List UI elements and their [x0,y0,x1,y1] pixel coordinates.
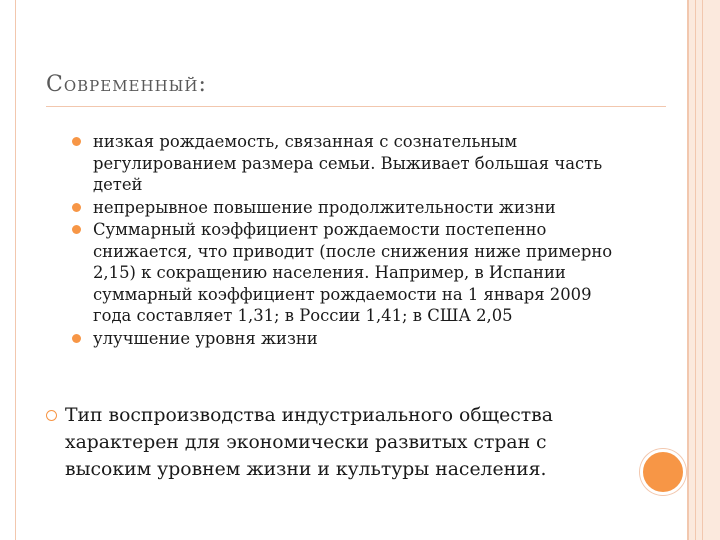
list-item-text: низкая рождаемость, связанная с сознательным регулированием размера семьи. Выживает большая часть детей [93,132,603,194]
side-decor-stripe [695,0,703,540]
bullet-dot-icon [72,203,81,212]
bullet-dot-icon [72,334,81,343]
list-item [72,197,617,219]
side-decor-band [688,0,720,540]
list-item [72,328,617,350]
list-item [72,131,617,196]
title-divider [46,106,666,107]
list-item-text: непрерывное повышение продолжительности жизни [93,197,556,217]
bullet-dot-icon [72,137,81,146]
list-item-text: улучшение уровня жизни [93,328,318,348]
main-bullet [38,402,618,483]
list-item-text: Суммарный коэффициент рождаемости постепенно снижается, что приводит (после снижения ниже примерно 2,15) к сокращению населения. Например, в Испании суммарный коэффициент рождаемости на 1 января 2009 года составляет 1,31; в России 1,41; в США 2,05 [93,220,613,325]
slide-title: Современный: [46,72,207,97]
main-bullet-text: Тип воспроизводства индустриального общества характерен для экономически развитых стран с высоким уровнем жизни и культуры населения. [65,405,553,480]
list-item [72,219,617,327]
decor-circle [640,449,686,495]
sub-bullet-list [72,131,617,350]
bullet-dot-icon [72,225,81,234]
bullet-ring-icon [46,410,57,421]
